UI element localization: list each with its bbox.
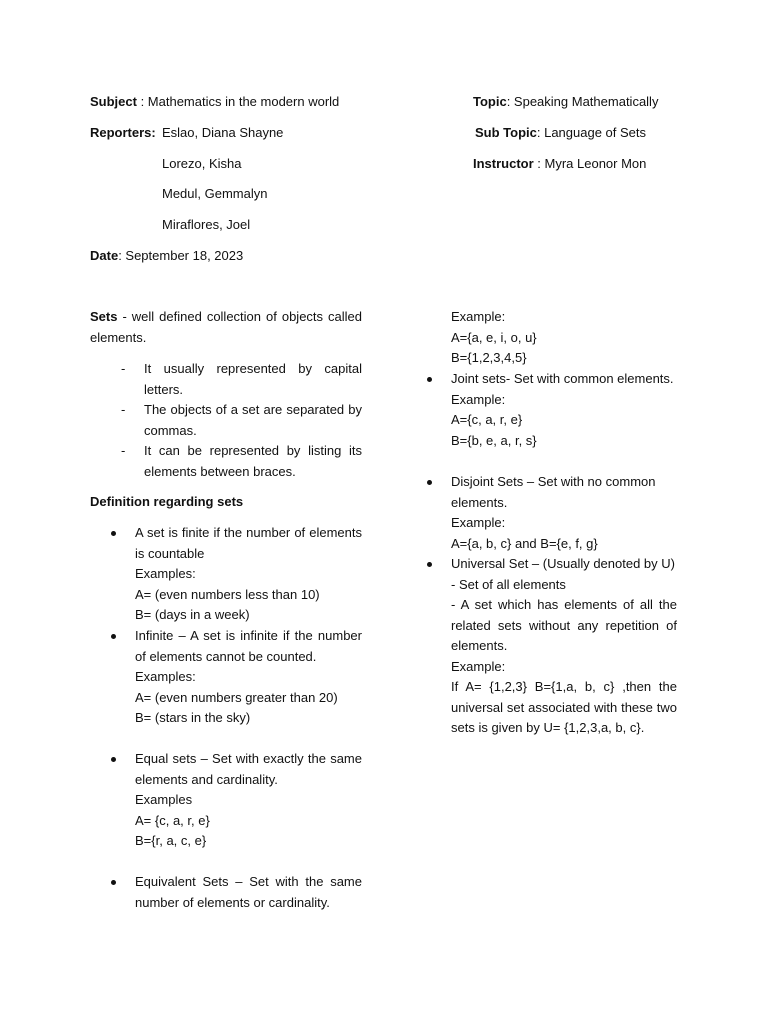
top-example-line-3: B={1,2,3,4,5} bbox=[451, 350, 527, 365]
equal-line-2: A= {c, a, r, e} bbox=[135, 812, 210, 828]
bullet-dot-icon bbox=[427, 562, 432, 567]
reporter-1: Eslao, Diana Shayne bbox=[162, 125, 284, 140]
bullet-equal bbox=[135, 749, 362, 852]
bullet-dot-icon bbox=[111, 880, 116, 885]
dash-item-3: - It can be represented by listing its elements between braces. bbox=[121, 443, 362, 479]
bullet-dot-icon bbox=[111, 757, 116, 762]
subtopic-label: Sub Topic bbox=[475, 125, 537, 140]
disjoint-line-2: A={a, b, c} and B={e, f, g} bbox=[451, 535, 598, 551]
finite-line-2: A= (even numbers less than 10) bbox=[135, 586, 320, 602]
reporters-line: Reporters: bbox=[90, 125, 156, 140]
bullet-dot-icon bbox=[427, 480, 432, 485]
date-value: : September 18, 2023 bbox=[118, 248, 244, 263]
sets-def-text: - well defined collection of objects called elements. bbox=[90, 309, 362, 345]
universal-line-2: - A set which has elements of all the related sets without any repetition of elements. bbox=[451, 597, 677, 653]
bullet-finite bbox=[135, 523, 362, 626]
finite-line-1: Examples: bbox=[135, 566, 196, 581]
subtopic-value: : Language of Sets bbox=[536, 125, 647, 140]
joint-text: Joint sets- Set with common elements. bbox=[451, 371, 674, 386]
subtopic-line bbox=[475, 123, 646, 144]
bullet-infinite bbox=[135, 626, 362, 729]
universal-line-1: - Set of all elements bbox=[451, 576, 566, 592]
top-example-line-2: A={a, e, i, o, u} bbox=[451, 329, 537, 345]
sets-definition bbox=[90, 307, 362, 348]
subject-value: : Mathematics in the modern world bbox=[136, 94, 340, 109]
bullet-disjoint bbox=[451, 472, 677, 554]
bullet-equivalent bbox=[135, 872, 362, 913]
finite-line-3: B= (days in a week) bbox=[135, 607, 250, 622]
top-example bbox=[451, 307, 677, 369]
infinite-text: Infinite – A set is infinite if the number of elements cannot be counted. bbox=[135, 628, 362, 664]
topic-line bbox=[473, 92, 658, 113]
reporter-2: Lorezo, Kisha bbox=[162, 156, 242, 171]
dash-item-1: - It usually represented by capital letters. bbox=[121, 361, 362, 397]
definition-heading: Definition regarding sets bbox=[90, 494, 244, 509]
finite-text: A set is finite if the number of elements is countable bbox=[135, 525, 362, 561]
universal-line-3: Example: bbox=[451, 658, 506, 674]
top-example-line-1: Example: bbox=[451, 309, 506, 324]
joint-line-1: Example: bbox=[451, 391, 506, 407]
sets-term: Sets bbox=[90, 309, 118, 324]
universal-line-4: If A= {1,2,3} B={1,a, b, c} ,then the universal set associated with these two sets is given by U= {1,2,3,a, b, c}. bbox=[451, 679, 677, 735]
disjoint-text: Disjoint Sets – Set with no common elements. bbox=[451, 474, 656, 510]
bullet-joint bbox=[451, 369, 677, 451]
equal-text: Equal sets – Set with exactly the same elements and cardinality. bbox=[135, 751, 362, 787]
bullet-universal bbox=[451, 554, 677, 739]
equal-line-3: B={r, a, c, e} bbox=[135, 833, 207, 848]
date-label: Date bbox=[90, 248, 119, 263]
universal-text: Universal Set – (Usually denoted by U) bbox=[451, 556, 675, 571]
joint-line-3: B={b, e, a, r, s} bbox=[451, 432, 537, 448]
infinite-line-1: Examples: bbox=[135, 669, 196, 684]
bullet-dot-icon bbox=[111, 634, 116, 639]
reporters-label: Reporters bbox=[90, 125, 152, 140]
dash-item-text: It usually represented by capital letters. bbox=[144, 361, 362, 397]
dash-item-text: It can be represented by listing its elements between braces. bbox=[144, 443, 362, 479]
instructor-line bbox=[473, 154, 646, 175]
joint-line-2: A={c, a, r, e} bbox=[451, 412, 523, 427]
dash-item-text: The objects of a set are separated by commas. bbox=[144, 402, 362, 438]
instructor-value: : Myra Leonor Mon bbox=[533, 156, 647, 171]
infinite-line-3: B= (stars in the sky) bbox=[135, 710, 251, 725]
subject-label: Subject bbox=[90, 94, 137, 109]
dash-item-2: - The objects of a set are separated by commas. bbox=[121, 402, 362, 438]
date-line bbox=[90, 246, 243, 267]
equivalent-text: Equivalent Sets – Set with the same number of elements or cardinality. bbox=[135, 874, 362, 910]
bullet-dot-icon bbox=[427, 377, 432, 382]
subject-line bbox=[90, 92, 339, 113]
reporter-4: Miraflores, Joel bbox=[162, 217, 251, 232]
equal-line-1: Examples bbox=[135, 792, 193, 807]
infinite-line-2: A= (even numbers greater than 20) bbox=[135, 689, 338, 705]
topic-label: Topic bbox=[473, 94, 507, 109]
bullet-dot-icon bbox=[111, 531, 116, 536]
reporter-3: Medul, Gemmalyn bbox=[162, 186, 268, 201]
instructor-label: Instructor bbox=[473, 156, 534, 171]
disjoint-line-1: Example: bbox=[451, 515, 506, 530]
topic-value: : Speaking Mathematically bbox=[506, 94, 659, 109]
